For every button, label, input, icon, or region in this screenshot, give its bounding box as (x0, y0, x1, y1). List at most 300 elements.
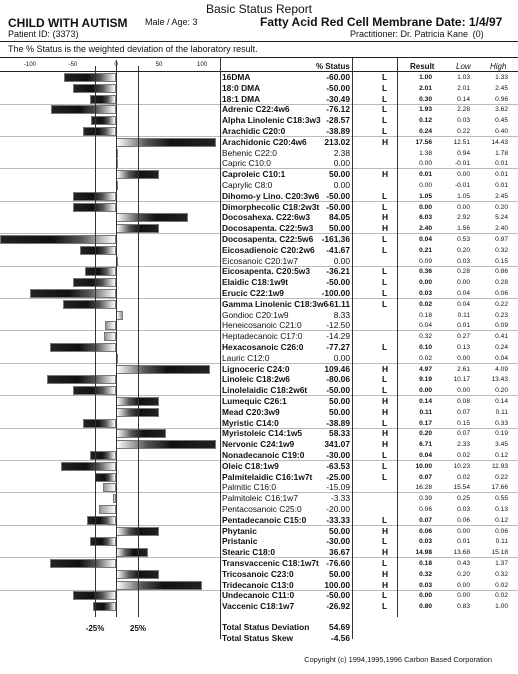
result-value: 0.03 (419, 290, 432, 297)
status-percent: -28.57 (326, 115, 350, 126)
low-range: 0.02 (457, 452, 470, 459)
low-range: 0.83 (457, 603, 470, 611)
result-value: 0.09 (419, 257, 432, 265)
fatty-acid-name: Oleic C18:1w9 (222, 460, 279, 471)
low-range: 0.43 (457, 560, 470, 567)
high-range: 0.11 (495, 538, 508, 546)
table-row (0, 73, 518, 82)
status-note: The % Status is the weighted deviation of the laboratory result. (8, 44, 258, 54)
status-percent: 0.00 (333, 180, 350, 190)
fatty-acid-name: 16DMA (222, 72, 251, 82)
low-range: 0.00 (457, 592, 470, 600)
fatty-acid-name: Hexacosanoic C26:0 (222, 342, 304, 352)
table-row (0, 235, 518, 244)
fatty-acid-name: Erucic C22:1w9 (222, 288, 284, 298)
low-range: 0.00 (457, 581, 470, 589)
status-percent: -50.00 (326, 201, 350, 212)
low-range: 0.06 (457, 516, 470, 524)
status-percent: -36.21 (326, 266, 350, 277)
status-flag: L (382, 104, 388, 115)
fatty-acid-name: Mead C20:3w9 (222, 406, 280, 417)
status-flag: L (382, 277, 388, 288)
fatty-acid-name: Heneicosanoic C21:0 (222, 320, 302, 331)
low-range: 0.08 (457, 398, 470, 405)
status-percent: 109.46 (324, 363, 350, 374)
status-flag: L (382, 190, 388, 201)
fatty-acid-name: Tricosanoic C23:0 (222, 568, 294, 579)
table-row (0, 127, 518, 137)
status-flag: H (382, 223, 389, 234)
low-range: 0.14 (457, 95, 470, 103)
status-percent: 2.38 (333, 147, 350, 158)
percent-mark-high: 25% (129, 624, 147, 633)
low-range: 0.13 (457, 344, 470, 351)
table-row (0, 527, 518, 536)
status-percent: -100.00 (321, 288, 350, 298)
high-range: 0.32 (495, 246, 508, 254)
total-skew-label: Total Status Skew (222, 633, 294, 643)
status-percent: -33.33 (326, 514, 350, 525)
table-row (0, 224, 518, 234)
high-range: 0.22 (495, 300, 508, 308)
practitioner-code: (0) (472, 29, 484, 39)
status-percent: 0.00 (333, 352, 350, 363)
fatty-acid-name: Eicosanoic C20:1w7 (222, 255, 298, 266)
table-row (0, 591, 518, 600)
status-bar (116, 138, 216, 147)
result-value: 9.19 (419, 376, 432, 384)
low-range: 0.28 (457, 268, 470, 276)
table-row (0, 602, 518, 611)
result-value: 0.06 (419, 506, 432, 513)
status-bar (61, 462, 116, 471)
high-range: 0.19 (495, 430, 508, 438)
table-row (0, 213, 518, 222)
high-range: 0.28 (495, 279, 508, 287)
high-range: 0.55 (495, 495, 508, 503)
low-range: 2.61 (457, 365, 470, 373)
table-row (0, 138, 518, 147)
status-flag: L (382, 514, 388, 525)
result-value: 0.80 (419, 603, 432, 611)
low-range: 0.20 (457, 246, 470, 254)
status-bar (83, 419, 116, 428)
status-percent: -50.00 (326, 82, 350, 93)
fatty-acid-name: Adrenic C22:4w6 (222, 104, 290, 115)
scale-label: -50 (68, 62, 78, 68)
fatty-acid-name: Gondioc C20:1w9 (222, 309, 289, 320)
result-value: 10.00 (415, 462, 432, 470)
table-row (0, 192, 518, 202)
status-flag: L (382, 374, 388, 385)
result-value: 14.98 (415, 549, 432, 557)
fatty-acid-name: Linoleic C18:2w6 (222, 374, 290, 385)
status-bar (99, 505, 116, 514)
status-percent: -25.00 (326, 471, 350, 482)
status-bar (116, 548, 148, 557)
status-percent: 50.00 (329, 396, 350, 406)
status-percent: 50.00 (329, 406, 350, 417)
status-bar (116, 365, 210, 374)
table-row (0, 375, 518, 384)
total-deviation-label: Total Status Deviation (222, 622, 310, 632)
low-range: 0.94 (457, 149, 470, 157)
status-flag: L (382, 590, 388, 601)
status-flag: L (382, 536, 388, 547)
result-value: 0.12 (419, 117, 432, 125)
high-range: 0.20 (495, 387, 508, 395)
low-range: 0.00 (457, 354, 470, 362)
status-percent: 50.00 (329, 525, 350, 536)
result-value: 0.30 (419, 95, 432, 103)
status-bar (50, 559, 116, 568)
table-row (0, 105, 518, 114)
fatty-acid-name: Eicosadienoic C20:2w6 (222, 244, 315, 255)
status-percent: -15.09 (326, 482, 350, 493)
high-range: 1.33 (495, 74, 508, 81)
fatty-acid-name: Docosahexa. C22:6w3 (222, 212, 310, 223)
scale-label: 100 (196, 62, 208, 68)
high-range: 0.12 (495, 516, 508, 524)
scale-label: -100 (23, 62, 37, 68)
status-bar (116, 213, 188, 222)
flag-column-border (397, 58, 398, 617)
result-value: 2.40 (419, 225, 432, 233)
low-range: 13.68 (453, 549, 470, 557)
status-flag: L (382, 234, 388, 244)
high-range: 0.06 (495, 290, 508, 297)
fatty-acid-name: Tridecanoic C13:0 (222, 579, 294, 590)
fatty-acid-name: 18:0 DMA (222, 82, 261, 93)
status-flag: H (382, 579, 389, 590)
status-bar (51, 105, 116, 114)
status-percent: -30.00 (326, 450, 350, 460)
table-row (0, 548, 518, 558)
result-value: 0.00 (419, 182, 432, 189)
low-range: 0.03 (457, 117, 470, 125)
result-value: 0.07 (419, 473, 432, 481)
result-value: 4.97 (419, 365, 432, 373)
table-row (0, 203, 518, 212)
status-bar (116, 311, 123, 320)
status-flag: L (382, 244, 388, 255)
low-range: 0.00 (457, 279, 470, 287)
status-percent: -80.06 (326, 374, 350, 385)
low-range: 1.03 (457, 74, 470, 81)
high-range: 0.11 (495, 408, 508, 416)
result-value: 0.04 (419, 236, 432, 243)
fatty-acid-name: Docosapenta. C22:5w3 (222, 223, 314, 234)
fatty-acid-name: Caproleic C10:1 (222, 169, 286, 180)
status-flag: L (382, 601, 388, 612)
status-percent: -77.27 (326, 342, 350, 352)
fatty-acid-name: Behenic C22:0 (222, 147, 277, 158)
table-row (0, 429, 518, 438)
high-range: 0.32 (495, 570, 508, 578)
status-flag: L (382, 115, 388, 126)
result-value: 0.39 (419, 495, 432, 503)
low-range: 0.03 (457, 506, 470, 513)
result-value: 0.00 (419, 592, 432, 600)
status-bar (50, 343, 116, 352)
low-range: 0.25 (457, 495, 470, 503)
low-range: -0.01 (454, 160, 470, 168)
result-value: 0.07 (419, 516, 432, 524)
low-range: 0.15 (457, 419, 470, 427)
low-range: 0.01 (457, 538, 470, 546)
table-row (0, 289, 518, 299)
high-range: 0.22 (495, 473, 508, 481)
high-range: 2.40 (495, 225, 508, 233)
high-range: 0.02 (495, 592, 508, 600)
status-percent: -30.49 (326, 93, 350, 104)
high-range: 0.45 (495, 117, 508, 125)
status-flag: L (382, 342, 388, 352)
status-flag: H (382, 363, 389, 374)
table-row (0, 311, 518, 320)
high-range: 0.15 (495, 257, 508, 265)
status-flag: L (382, 298, 388, 309)
status-flag: H (382, 428, 389, 439)
status-percent: -161.36 (321, 234, 350, 244)
status-bar (105, 321, 116, 330)
high-range: 1.00 (495, 603, 508, 611)
result-column-header: Result (410, 62, 435, 71)
patient-info: Male / Age: 3 (145, 17, 198, 27)
high-range: 0.14 (495, 398, 508, 405)
status-percent: -26.92 (326, 601, 350, 612)
result-value: 0.14 (419, 398, 432, 405)
low-range: 0.04 (457, 300, 470, 308)
high-range: 0.24 (495, 344, 508, 351)
high-range: 0.06 (495, 527, 508, 535)
result-value: 0.03 (419, 581, 432, 589)
status-flag: H (382, 547, 389, 558)
fatty-acid-name: Eicosapenta. C20:5w3 (222, 266, 310, 277)
status-bar (93, 602, 116, 611)
low-range: 1.05 (457, 192, 470, 200)
result-value: 0.03 (419, 538, 432, 546)
status-flag: H (382, 406, 389, 417)
status-percent: 50.00 (329, 169, 350, 180)
chart-right-border (220, 58, 221, 639)
status-percent: -50.00 (326, 590, 350, 601)
fatty-acid-name: Undecanoic C11:0 (222, 590, 295, 601)
total-deviation-value: 54.69 (329, 622, 350, 632)
table-row (0, 581, 518, 591)
status-bar (80, 246, 116, 255)
status-bar (87, 516, 116, 525)
result-value: 1.93 (419, 106, 432, 114)
status-flag: H (382, 396, 389, 406)
high-range: 15.18 (491, 549, 508, 557)
fatty-acid-name: Myristoleic C14:1w5 (222, 428, 303, 439)
fatty-acid-name: Pristanic (222, 536, 258, 547)
status-percent: -50.00 (326, 277, 350, 288)
low-range: 15.54 (453, 484, 470, 492)
fatty-acid-name: Dimorphecolic C18:2w3t (222, 201, 320, 212)
fatty-acid-name: Palmitic C16:0 (222, 482, 276, 493)
status-bar (90, 95, 116, 104)
low-range: 0.01 (457, 322, 470, 330)
report-heading: Fatty Acid Red Cell Membrane Date: 1/4/97 (260, 15, 503, 29)
fatty-acid-name: 18:1 DMA (222, 93, 261, 104)
result-value: 0.06 (419, 527, 432, 535)
high-range: 2.45 (495, 84, 508, 92)
status-percent: 0.00 (333, 255, 350, 266)
status-flag: H (382, 568, 389, 579)
status-flag: H (382, 136, 389, 147)
table-row (0, 451, 518, 461)
scale-label: 50 (155, 62, 163, 68)
status-bar (103, 483, 116, 492)
result-value: 2.01 (419, 84, 432, 92)
status-flag: L (382, 126, 388, 136)
high-range: 17.66 (491, 484, 508, 492)
result-value: 0.10 (419, 344, 432, 351)
minus-25-line (95, 66, 96, 617)
table-row (0, 149, 518, 158)
fatty-acid-name: Pentacosanoic C25:0 (222, 504, 302, 514)
status-bar (47, 375, 116, 384)
table-row (0, 559, 518, 568)
high-range: 0.04 (495, 354, 508, 362)
total-skew-value: -4.56 (330, 633, 350, 643)
high-range: 5.24 (495, 214, 508, 222)
status-percent: -76.12 (326, 104, 350, 115)
low-range: 2.28 (457, 106, 470, 114)
result-value: 0.00 (419, 279, 432, 287)
status-bar (104, 332, 116, 341)
result-value: 0.36 (419, 268, 432, 276)
result-value: 0.02 (419, 300, 432, 308)
low-range: -0.01 (454, 182, 470, 189)
high-range: 0.23 (495, 311, 508, 319)
low-range: 12.51 (453, 138, 470, 146)
patient-id: Patient ID: (3373) (8, 29, 79, 39)
status-flag: H (382, 525, 389, 536)
result-value: 17.56 (415, 138, 432, 146)
status-column-header: % Status (316, 62, 350, 71)
status-flag: L (382, 460, 388, 471)
status-percent: -63.53 (326, 460, 350, 471)
table-row (0, 516, 518, 526)
result-value: 1.00 (419, 74, 432, 81)
status-percent: 0.00 (333, 158, 350, 169)
status-flag: L (382, 450, 388, 460)
fatty-acid-name: Arachidic C20:0 (222, 126, 286, 136)
result-value: 0.02 (419, 354, 432, 362)
high-column-header: High (490, 62, 507, 71)
high-range: 0.01 (495, 182, 508, 189)
status-flag: L (382, 417, 388, 428)
fatty-acid-name: Nervonic C24:1w9 (222, 439, 295, 450)
status-flag: L (382, 471, 388, 482)
table-row (0, 483, 518, 493)
table-row (0, 95, 518, 105)
result-value: 0.11 (419, 408, 432, 416)
result-value: 6.71 (419, 441, 432, 449)
low-range: 0.07 (457, 408, 470, 416)
status-percent: -61.11 (326, 298, 350, 309)
fatty-acid-name: Gamma Linolenic C18:3w6 (222, 298, 329, 309)
status-column-border (352, 58, 353, 639)
status-flag: L (382, 201, 388, 212)
result-value: 0.00 (419, 387, 432, 395)
copyright-notice: Copyright (c) 1994,1995,1996 Carbon Based Corporation (304, 655, 492, 664)
high-range: 0.96 (495, 95, 508, 103)
fatty-acid-name: Elaidic C18:1w9t (222, 277, 289, 288)
status-bar (0, 235, 116, 244)
result-value: 16.28 (415, 484, 432, 492)
table-row (0, 494, 518, 503)
result-value: 0.32 (419, 333, 432, 341)
fatty-acid-name: Lumequic C26:1 (222, 396, 287, 406)
fatty-acid-name: Palmitelaidic C16:1w7t (222, 471, 313, 482)
fatty-acid-name: Phytanic (222, 525, 257, 536)
status-percent: -50.00 (326, 190, 350, 201)
table-row (0, 343, 518, 352)
table-row (0, 408, 518, 417)
fatty-acid-name: Lauric C12:0 (222, 352, 270, 363)
status-flag: L (382, 93, 388, 104)
result-value: 0.00 (419, 160, 432, 168)
table-row (0, 267, 518, 276)
status-percent: 100.00 (324, 579, 350, 590)
status-bar (116, 440, 216, 449)
zero-axis-line (116, 60, 117, 617)
table-row (0, 278, 518, 287)
table-row (0, 332, 518, 341)
status-bar (95, 473, 117, 482)
status-percent: -38.89 (326, 417, 350, 428)
fatty-acid-name: Arachidonic C20:4w6 (222, 136, 307, 147)
fatty-acid-name: Transvaccenic C18:1w7t (222, 558, 319, 568)
fatty-acid-name: Pentadecanoic C15:0 (222, 514, 307, 525)
high-range: 4.09 (495, 365, 508, 373)
table-row (0, 365, 518, 374)
low-range: 2.33 (457, 441, 470, 449)
table-row (0, 419, 518, 429)
fatty-acid-name: Capric C10:0 (222, 158, 271, 169)
table-row (0, 116, 518, 125)
high-range: 0.01 (495, 160, 508, 168)
low-range: 10.17 (453, 376, 470, 384)
high-range: 0.41 (495, 333, 508, 341)
status-percent: 341.07 (324, 439, 350, 450)
status-flag: H (382, 439, 389, 450)
status-percent: -38.89 (326, 126, 350, 136)
table-row (0, 300, 518, 309)
status-flag: L (382, 558, 388, 568)
fatty-acid-name: Alpha Linolenic C18:3w3 (222, 115, 321, 126)
high-range: 0.01 (495, 171, 508, 179)
low-range: 0.00 (457, 387, 470, 395)
status-percent: -41.67 (326, 244, 350, 255)
low-range: 0.22 (457, 128, 470, 135)
low-range: 0.00 (457, 171, 470, 179)
low-range: 2.92 (457, 214, 470, 222)
high-range: 2.45 (495, 192, 508, 200)
high-range: 1.37 (495, 560, 508, 567)
status-bar (83, 127, 116, 136)
low-range: 2.01 (457, 84, 470, 92)
status-percent: -60.00 (326, 72, 350, 82)
status-percent: 36.67 (329, 547, 350, 558)
table-row (0, 246, 518, 255)
table-row (0, 159, 518, 169)
fatty-acid-name: Myristic C14:0 (222, 417, 279, 428)
